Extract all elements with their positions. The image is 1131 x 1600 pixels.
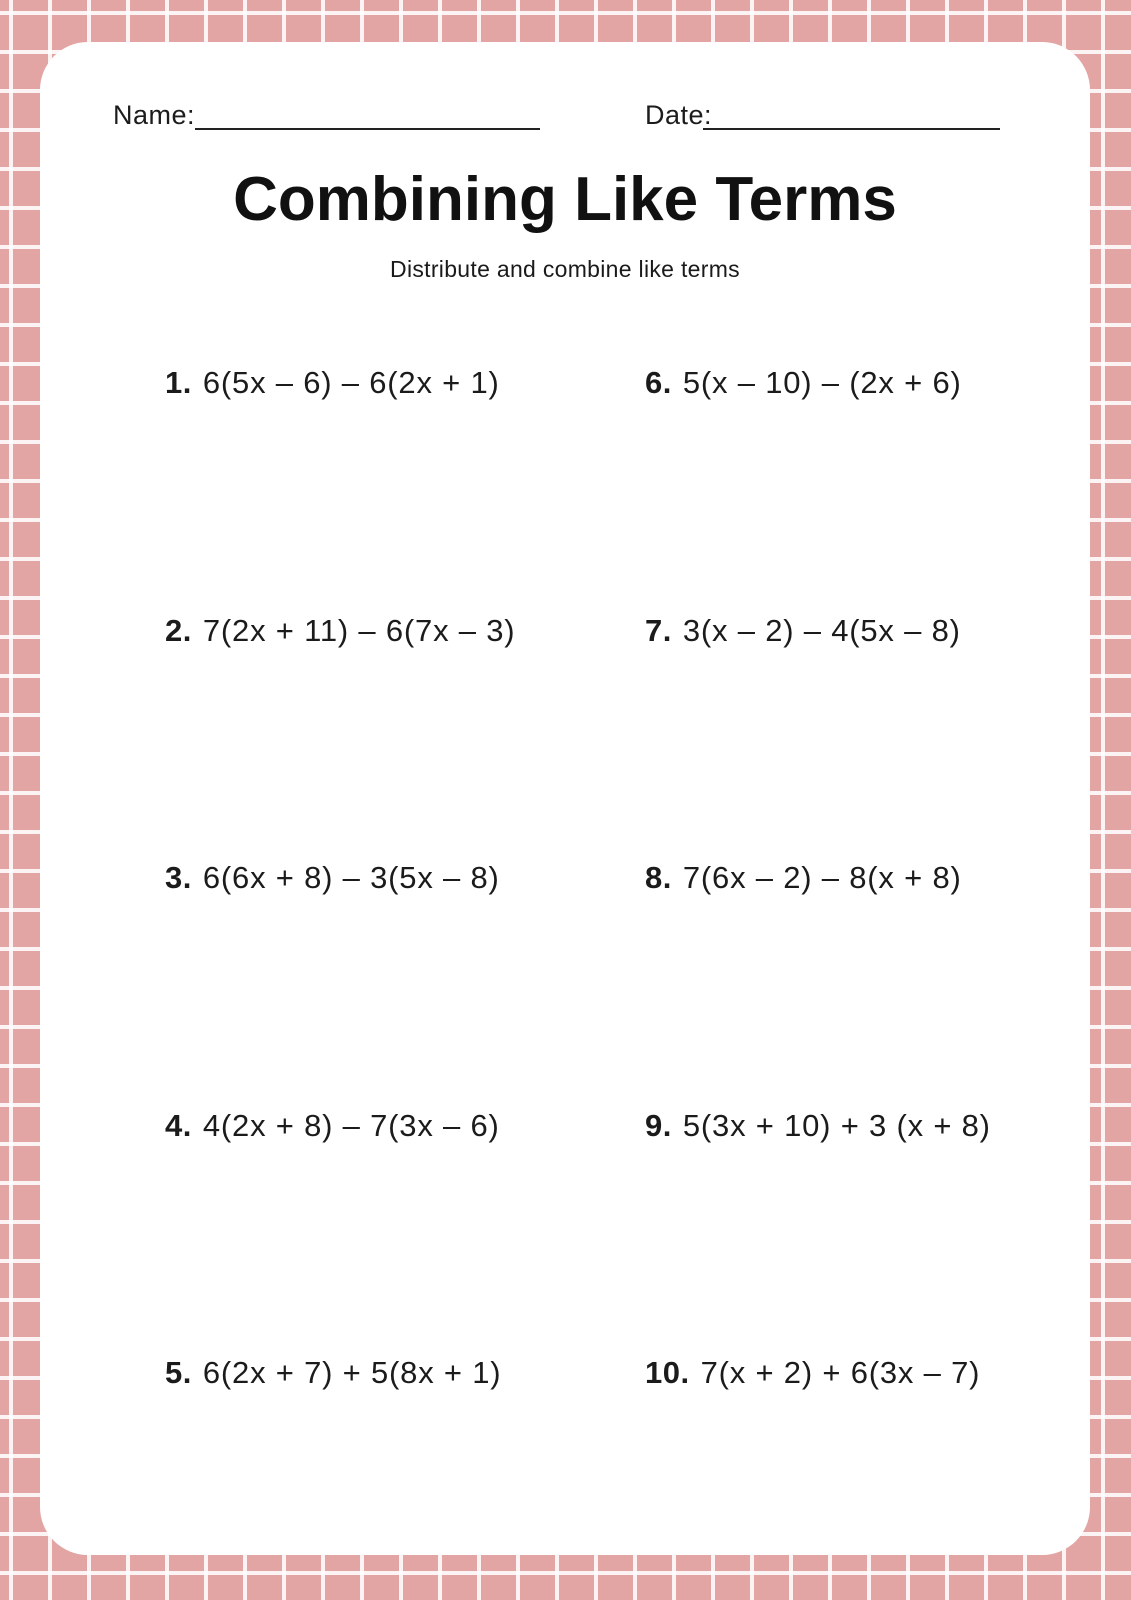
name-blank-line (195, 104, 540, 130)
problem-item-1 (165, 365, 500, 401)
problem-expression: 5(3x + 10) + 3 (x + 8) (682, 1108, 991, 1143)
problem-expression: 5(x – 10) – (2x + 6) (682, 365, 962, 400)
page-subtitle: Distribute and combine like terms (390, 256, 740, 282)
problem-expression: 7(6x – 2) – 8(x + 8) (682, 860, 962, 895)
problem-item-10 (645, 1355, 980, 1391)
problem-expression: 6(5x – 6) – 6(2x + 1) (202, 365, 500, 400)
problem-number: 4. (165, 1108, 192, 1143)
problem-number: 1. (165, 365, 192, 400)
worksheet-card (40, 42, 1090, 1555)
problem-item-9 (645, 1108, 991, 1144)
problem-item-4 (165, 1108, 500, 1144)
problem-item-6 (645, 365, 962, 401)
problem-number: 5. (165, 1355, 192, 1390)
date-blank-line (703, 104, 1000, 130)
problem-expression: 6(2x + 7) + 5(8x + 1) (202, 1355, 502, 1390)
problem-expression: 7(x + 2) + 6(3x – 7) (700, 1355, 981, 1390)
problem-expression: 7(2x + 11) – 6(7x – 3) (202, 613, 516, 648)
problem-number: 2. (165, 613, 192, 648)
problem-item-2 (165, 613, 515, 649)
problem-expression: 6(6x + 8) – 3(5x – 8) (202, 860, 500, 895)
problem-item-5 (165, 1355, 501, 1391)
page-title: Combining Like Terms (233, 165, 897, 234)
problem-number: 7. (645, 613, 672, 648)
problem-number: 10. (645, 1355, 690, 1390)
problem-expression: 4(2x + 8) – 7(3x – 6) (202, 1108, 500, 1143)
problem-item-3 (165, 860, 500, 896)
problem-number: 8. (645, 860, 672, 895)
problem-number: 3. (165, 860, 192, 895)
date-label: Date: (645, 100, 713, 130)
problem-number: 6. (645, 365, 672, 400)
problem-number: 9. (645, 1108, 672, 1143)
problem-expression: 3(x – 2) – 4(5x – 8) (682, 613, 961, 648)
name-label: Name: (113, 100, 196, 130)
problem-item-8 (645, 860, 962, 896)
problem-item-7 (645, 613, 961, 649)
